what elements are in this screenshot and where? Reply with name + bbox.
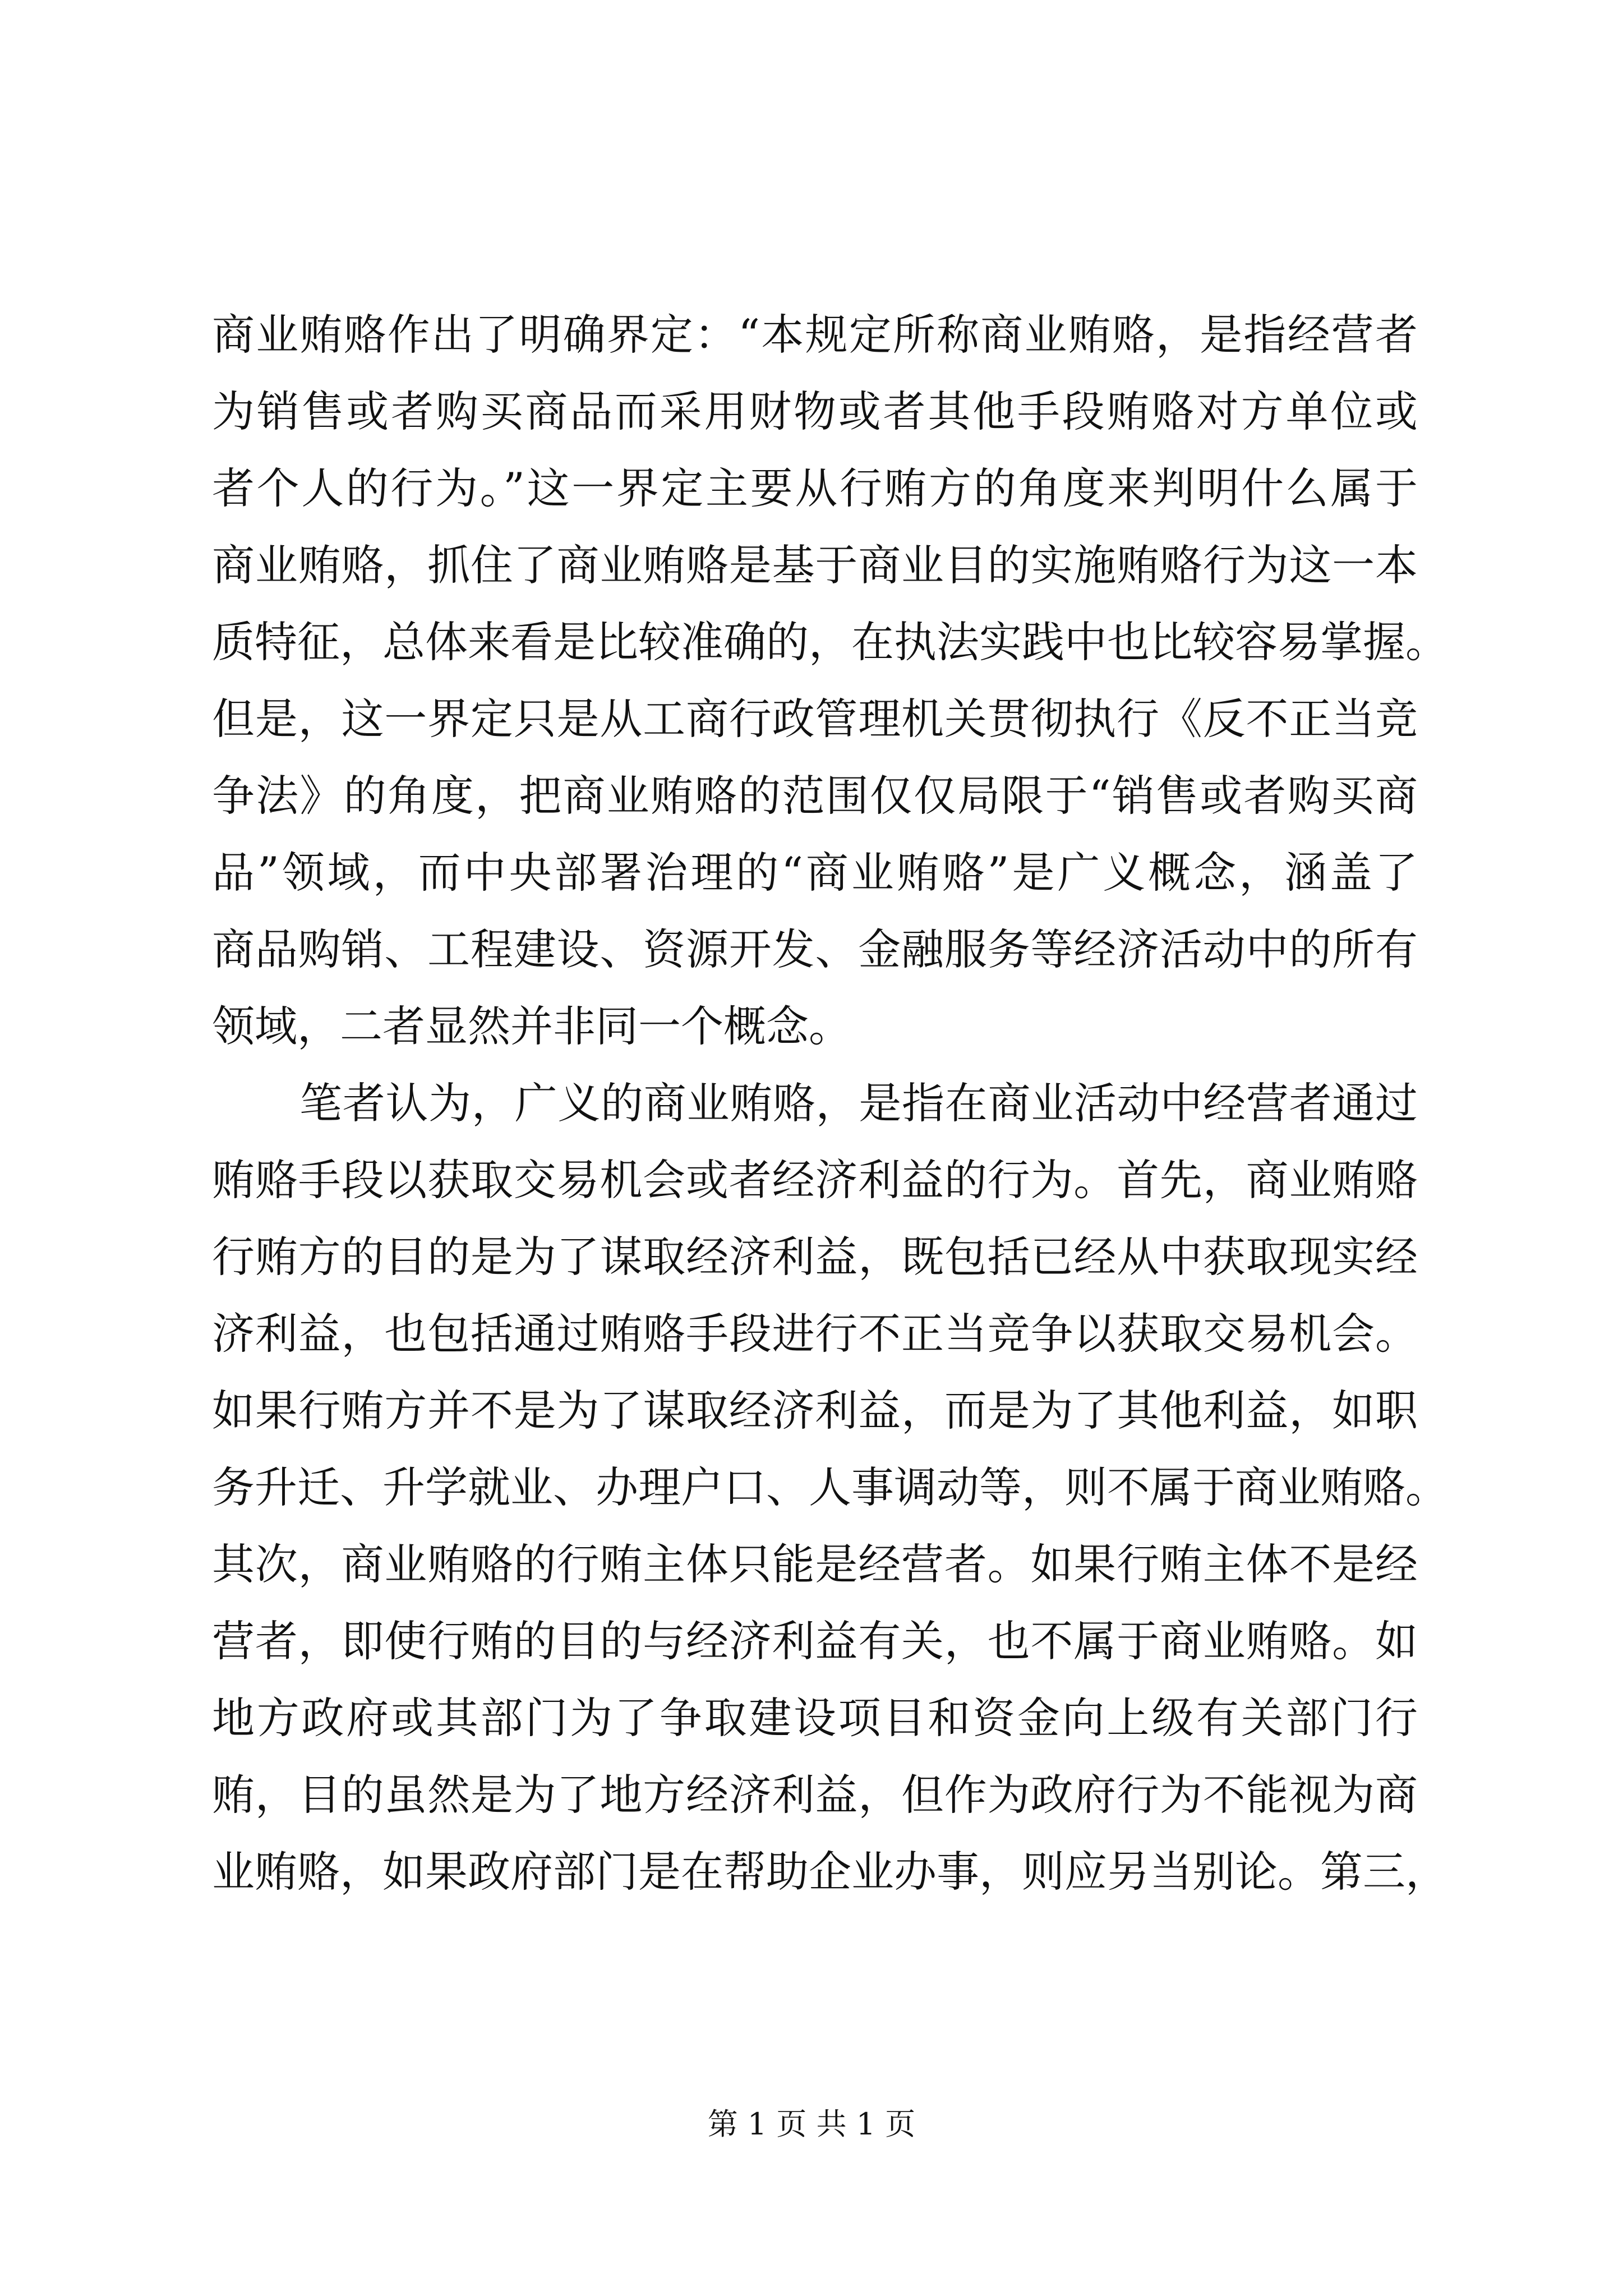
document-body	[212, 296, 1448, 1910]
text-line: 商品购销、工程建设、资源开发、金融服务等经济活动中的所有	[212, 924, 1418, 974]
text-line: 品”领域，而中央部署治理的“商业贿赂”是广义概念，涵盖了	[212, 848, 1418, 898]
text-line: 务升迁、升学就业、办理户口、人事调动等，则不属于商业贿赂。	[212, 1462, 1448, 1512]
text-line: 行贿方的目的是为了谋取经济利益，既包括已经从中获取现实经	[212, 1232, 1418, 1282]
text-line: 质特征，总体来看是比较准确的，在执法实践中也比较容易掌握。	[212, 617, 1448, 667]
text-line: 商业贿赂，抓住了商业贿赂是基于商业目的实施贿赂行为这一本	[212, 540, 1418, 590]
text-line: 业贿赂，如果政府部门是在帮助企业办事，则应另当别论。第三，	[212, 1847, 1448, 1897]
text-line: 营者，即使行贿的目的与经济利益有关，也不属于商业贿赂。如	[212, 1616, 1418, 1666]
text-line: 为销售或者购买商品而采用财物或者其他手段贿赂对方单位或	[212, 386, 1418, 436]
text-line: 商业贿赂作出了明确界定：“本规定所称商业贿赂，是指经营者	[212, 310, 1418, 360]
text-line: 如果行贿方并不是为了谋取经济利益，而是为了其他利益，如职	[212, 1386, 1418, 1435]
text-line: 贿赂手段以获取交易机会或者经济利益的行为。首先，商业贿赂	[212, 1155, 1418, 1205]
text-line: 其次，商业贿赂的行贿主体只能是经营者。如果行贿主体不是经	[212, 1539, 1418, 1589]
text-line: 贿，目的虽然是为了地方经济利益，但作为政府行为不能视为商	[212, 1770, 1418, 1820]
page-number-footer: 第 1 页 共 1 页	[707, 2106, 916, 2142]
text-line: 济利益，也包括通过贿赂手段进行不正当竞争以获取交易机会。	[212, 1309, 1418, 1359]
text-line: 争法》的角度，把商业贿赂的范围仅仅局限于“销售或者购买商	[212, 771, 1418, 821]
text-line: 者个人的行为。”这一界定主要从行贿方的角度来判明什么属于	[212, 463, 1418, 513]
text-line: 地方政府或其部门为了争取建设项目和资金向上级有关部门行	[212, 1693, 1418, 1743]
paragraph-2	[212, 1065, 1448, 1910]
text-line: 但是，这一界定只是从工商行政管理机关贯彻执行《反不正当竞	[212, 694, 1418, 744]
text-line: 笔者认为，广义的商业贿赂，是指在商业活动中经营者通过	[299, 1078, 1418, 1128]
paragraph-1	[212, 296, 1448, 1065]
text-line: 领域，二者显然并非同一个概念。	[212, 1001, 851, 1051]
